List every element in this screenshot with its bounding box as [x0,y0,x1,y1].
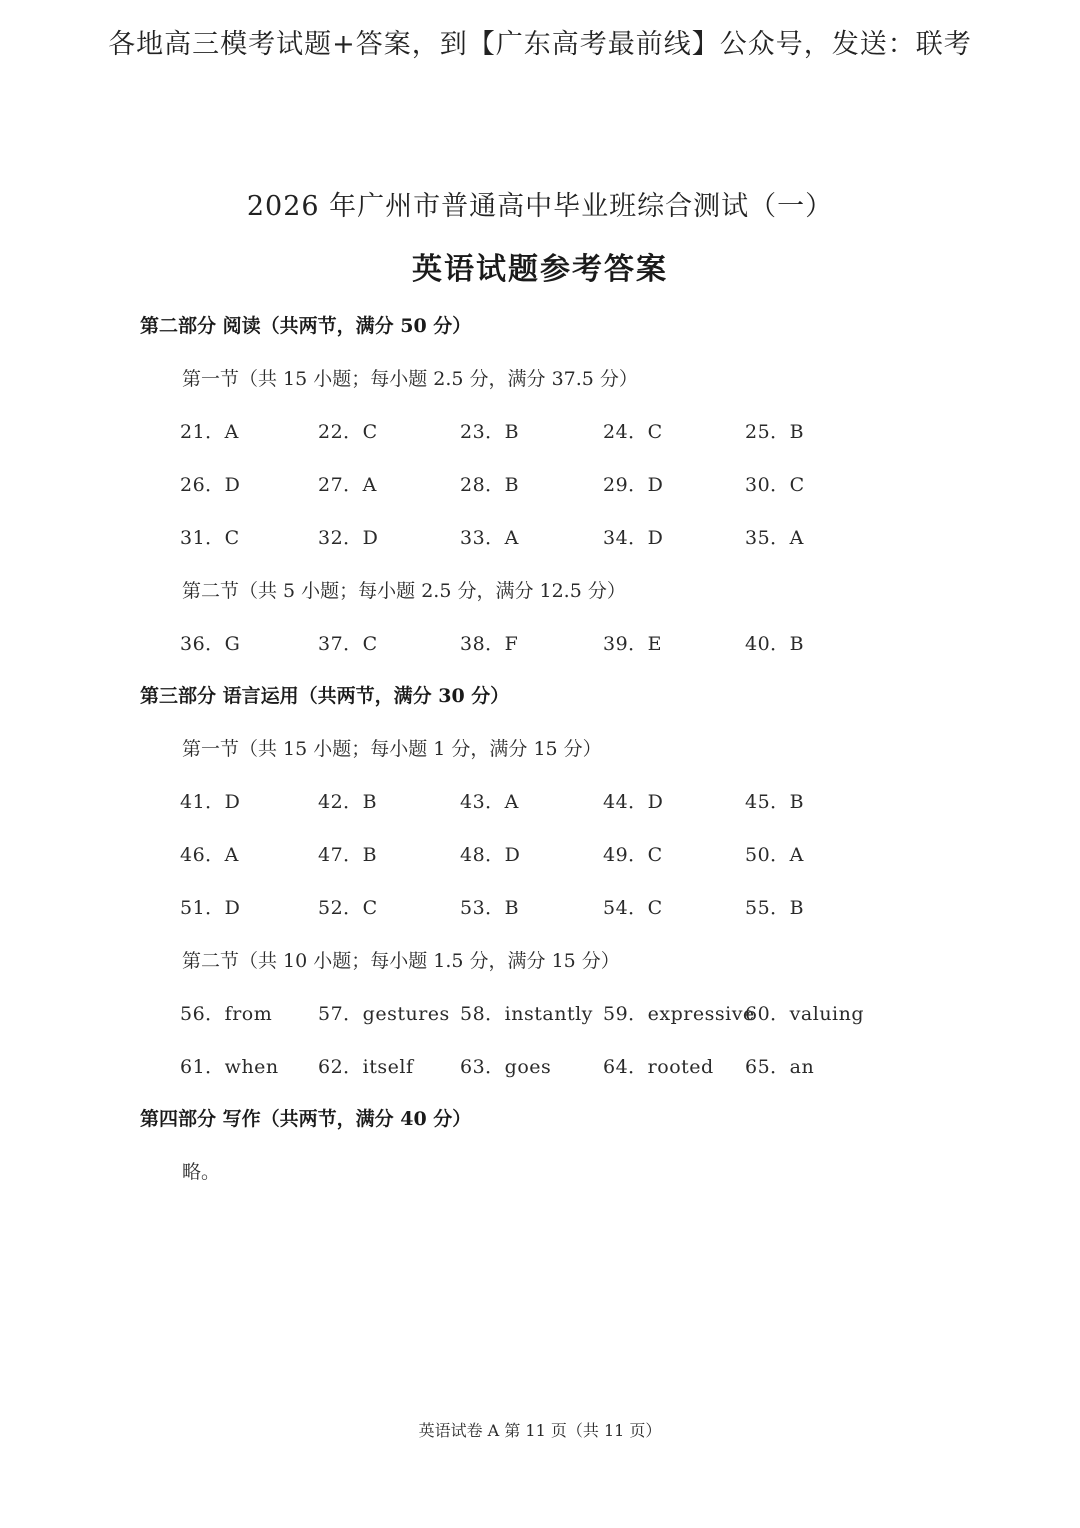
answer-item: 48．D [460,844,521,866]
answer-item: 25．B [745,421,805,443]
answer-item: 34．D [603,527,664,549]
answer-item: 24．C [603,421,663,443]
answer-item: 58．instantly [460,1003,593,1025]
answer-item: 65．an [745,1056,815,1078]
answer-item: 51．D [180,897,241,919]
answer-item: 55．B [745,897,805,919]
exam-subtitle: 英语试题参考答案 [412,252,668,287]
answer-item: 32．D [318,527,379,549]
answer-item: 21．A [180,421,239,443]
part4-heading: 第四部分 写作（共两节，满分 40 分） [140,1108,472,1130]
answer-item: 45．B [745,791,805,813]
answer-item: 56．from [180,1003,273,1025]
answer-item: 49．C [603,844,663,866]
answer-item: 42．B [318,791,378,813]
part2-section1-heading: 第一节（共 15 小题；每小题 2.5 分，满分 37.5 分） [182,368,638,390]
answer-item: 59．expressive [603,1003,755,1025]
answer-item: 22．C [318,421,378,443]
answer-item: 50．A [745,844,804,866]
answer-item: 52．C [318,897,378,919]
answer-item: 53．B [460,897,520,919]
answer-item: 54．C [603,897,663,919]
answer-item: 30．C [745,474,805,496]
answer-item: 23．B [460,421,520,443]
answer-item: 27．A [318,474,377,496]
exam-title: 2026 年广州市普通高中毕业班综合测试（一） [246,191,834,222]
answer-item: 38．F [460,633,519,655]
answer-item: 41．D [180,791,241,813]
part3-section1-heading: 第一节（共 15 小题；每小题 1 分，满分 15 分） [182,738,602,760]
answer-item: 39．E [603,633,663,655]
answer-item: 29．D [603,474,664,496]
answer-item: 57．gestures [318,1003,450,1025]
answer-item: 33．A [460,527,519,549]
part2-section2-heading: 第二节（共 5 小题；每小题 2.5 分，满分 12.5 分） [182,580,626,602]
part3-section2-heading: 第二节（共 10 小题；每小题 1.5 分，满分 15 分） [182,950,620,972]
answer-item: 28．B [460,474,520,496]
header-note: 各地高三模考试题+答案，到【广东高考最前线】公众号，发送：联考 [108,29,972,60]
answer-item: 43．A [460,791,519,813]
answer-item: 26．D [180,474,241,496]
answer-item: 46．A [180,844,239,866]
answer-item: 37．C [318,633,378,655]
answer-item: 62．itself [318,1056,414,1078]
part2-heading: 第二部分 阅读（共两节，满分 50 分） [140,315,472,337]
answer-item: 40．B [745,633,805,655]
answer-item: 35．A [745,527,804,549]
answer-item: 63．goes [460,1056,552,1078]
answer-item: 31．C [180,527,240,549]
page-footer: 英语试卷 A 第 11 页（共 11 页） [418,1421,662,1440]
part3-heading: 第三部分 语言运用（共两节，满分 30 分） [140,685,510,707]
answer-item: 47．B [318,844,378,866]
part4-note: 略。 [182,1161,221,1183]
answer-item: 61．when [180,1056,279,1078]
answer-item: 60．valuing [745,1003,865,1025]
answer-item: 36．G [180,633,241,655]
answer-item: 44．D [603,791,664,813]
answer-item: 64．rooted [603,1056,714,1078]
